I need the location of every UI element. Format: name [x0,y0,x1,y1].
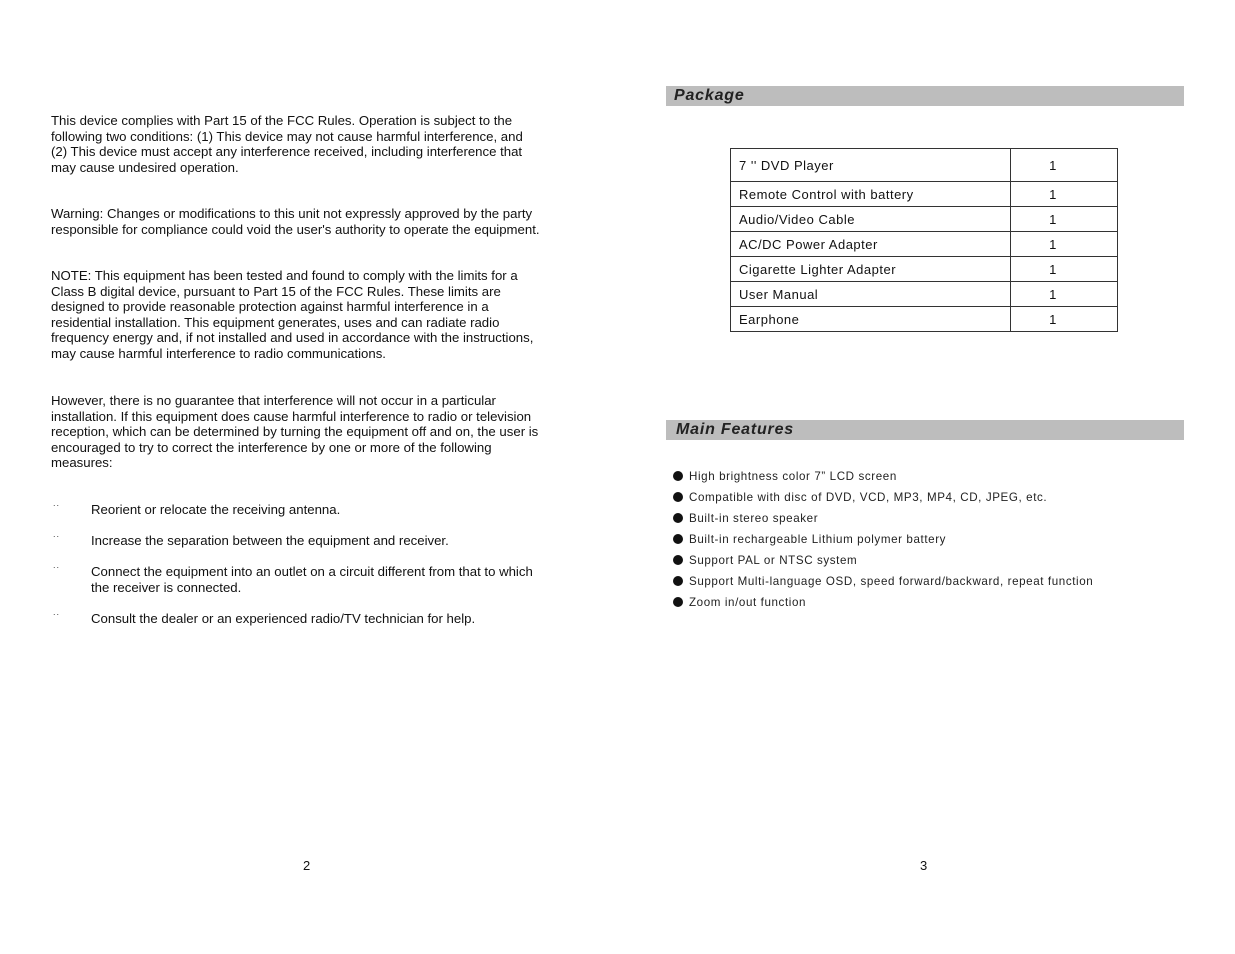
package-item-name: 7 '' DVD Player [731,149,1011,182]
package-item-qty: 1 [1011,232,1118,257]
features-list [673,466,1233,613]
page-number: 3 [920,858,928,873]
measure-item: Increase the separation between the equipment and receiver. [91,533,449,548]
feature-text: Support PAL or NTSC system [689,554,858,567]
package-section-header [666,86,1184,106]
bullet-dot-icon [673,576,683,586]
feature-text: High brightness color 7” LCD screen [689,470,897,483]
bullet-dot-icon [673,513,683,523]
package-row [731,182,1118,207]
package-item-qty: 1 [1011,282,1118,307]
bullet-dot-icon [673,555,683,565]
package-item-name: Cigarette Lighter Adapter [731,257,1011,282]
measure-item: Connect the equipment into an outlet on a circuit different from that to which the receiver is connected. [91,564,533,595]
feature-item [673,487,1233,508]
bullet-dot-icon [673,471,683,481]
feature-item [673,508,1233,529]
note-paragraph: NOTE: This equipment has been tested and found to comply with the limits for a Class B digital device, pursuant to Part 15 of the FCC Rules. These limits are designed to provide reasonable protection against harmful interference in a residential installation. This equipment generates, uses and can radiate radio frequency energy and, if not installed and used in accordance with the instructions, may cause harmful interference to radio communications. [51,268,534,361]
package-item-name: Audio/Video Cable [731,207,1011,232]
package-row [731,149,1118,182]
bullet-dot-icon [673,534,683,544]
right-page [617,0,1235,954]
page-number: 2 [303,858,311,873]
feature-item [673,550,1233,571]
feature-text: Built-in rechargeable Lithium polymer battery [689,533,947,546]
feature-text: Compatible with disc of DVD, VCD, MP3, MP4, CD, JPEG, etc. [689,491,1048,504]
feature-text: Zoom in/out function [689,596,807,609]
feature-item [673,571,1233,592]
bullet-marker: .. [53,560,61,570]
package-row [731,257,1118,282]
package-item-name: AC/DC Power Adapter [731,232,1011,257]
package-item-name: User Manual [731,282,1011,307]
feature-text: Support Multi-language OSD, speed forward/backward, repeat function [689,575,1094,588]
package-table [730,148,1118,332]
package-item-qty: 1 [1011,257,1118,282]
package-title: Package [674,87,745,104]
left-page [0,0,617,954]
feature-item [673,466,1233,487]
package-item-name: Remote Control with battery [731,182,1011,207]
measure-item: Consult the dealer or an experienced radio/TV technician for help. [91,611,476,626]
fcc-compliance-paragraph: This device complies with Part 15 of the FCC Rules. Operation is subject to the following two conditions: (1) This device may not cause harmful interference, and (2) This device must accept any interference received, including interference that may cause undesired operation. [51,113,523,175]
bullet-marker: .. [53,529,61,539]
warning-paragraph: Warning: Changes or modifications to this unit not expressly approved by the party responsible for compliance could void the user's authority to operate the equipment. [51,206,540,237]
bullet-marker: .. [53,498,61,508]
package-item-qty: 1 [1011,307,1118,332]
feature-text: Built-in stereo speaker [689,512,819,525]
bullet-dot-icon [673,597,683,607]
package-row [731,232,1118,257]
package-item-qty: 1 [1011,207,1118,232]
bullet-dot-icon [673,492,683,502]
package-item-qty: 1 [1011,149,1118,182]
measure-item: Reorient or relocate the receiving antenna. [91,502,341,517]
package-row [731,207,1118,232]
features-title: Main Features [676,421,794,438]
bullet-marker: .. [53,607,61,617]
package-row [731,307,1118,332]
package-item-qty: 1 [1011,182,1118,207]
feature-item [673,592,1233,613]
guarantee-paragraph: However, there is no guarantee that interference will not occur in a particular installation. If this equipment does cause harmful interference to radio or television reception, which can be determined by turning the equipment off and on, the user is encouraged to try to correct the interference by one or more of the following measures: [51,393,539,470]
feature-item [673,529,1233,550]
package-row [731,282,1118,307]
features-section-header [666,420,1184,440]
package-item-name: Earphone [731,307,1011,332]
